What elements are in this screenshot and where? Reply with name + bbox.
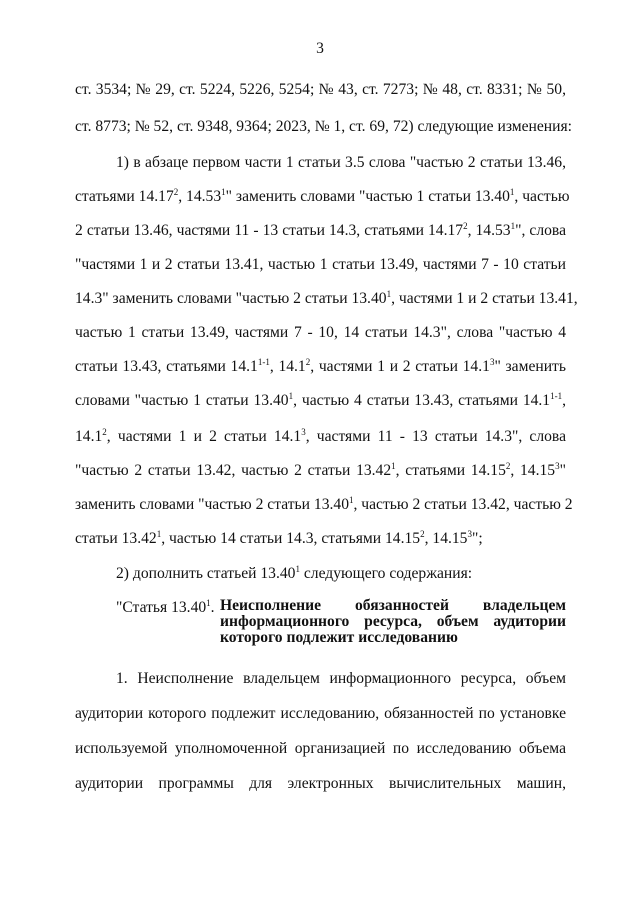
article-label: "Статья 13.40$^1$. <box>116 597 215 616</box>
text-line: 1. Неисполнение владельцем информационного ресурса, объем <box>116 670 566 687</box>
page-number: 3 <box>316 40 324 57</box>
text-line: аудитории которого подлежит исследованию, обязанностей по установке <box>75 705 566 722</box>
text-line: используемой уполномоченной организацией по исследованию объема <box>75 740 566 757</box>
text-line: 2 статьи 13.46, частями 11 - 13 статьи 14.3, статьями 14.17$^2$, 14.53$^1$", слова <box>75 220 566 239</box>
text-line: 14.1$^2$, частями 1 и 2 статьи 14.1$^3$, частями 11 - 13 статьи 14.3", слова <box>75 426 566 445</box>
text-line: 2) дополнить статьей 13.40$^1$ следующего содержания: <box>116 563 473 582</box>
text-line: статьи 13.43, статьями 14.1$^{1-1}$, 14.1$^2$, частями 1 и 2 статьи 14.1$^3$" заменить <box>75 356 566 375</box>
article-title-line: Неисполнение обязанностей владельцем <box>220 597 566 614</box>
text-line: словами "частью 1 статьи 13.40$^1$, частью 4 статьи 13.43, статьями 14.1$^{1-1}$, <box>75 390 567 409</box>
text-line: аудитории программы для электронных вычислительных машин, <box>75 775 566 792</box>
article-title-line: которого подлежит исследованию <box>220 629 458 646</box>
text-line: заменить словами "частью 2 статьи 13.40$^1$, частью 2 статьи 13.42, частью 2 <box>75 494 573 513</box>
text-line: 1) в абзаце первом части 1 статьи 3.5 слова "частью 2 статьи 13.46, <box>116 154 566 171</box>
article-title-line: информационного ресурса, объем аудитории <box>220 613 566 630</box>
text-line: "частью 2 статьи 13.42, частью 2 статьи 13.42$^1$, статьями 14.15$^2$, 14.15$^3$" <box>75 460 566 479</box>
text-line: 14.3" заменить словами "частью 2 статьи 13.40$^1$, частями 1 и 2 статьи 13.41, <box>75 288 578 307</box>
text-line: статьи 13.42$^1$, частью 14 статьи 14.3, статьями 14.15$^2$, 14.15$^3$"; <box>75 528 483 547</box>
text-line: ст. 3534; № 29, ст. 5224, 5226, 5254; № 43, ст. 7273; № 48, ст. 8331; № 50, <box>75 81 566 98</box>
article-title <box>220 598 566 646</box>
text-line: частью 1 статьи 13.49, частями 7 - 10, 14 статьи 14.3", слова "частью 4 <box>75 324 566 341</box>
text-line: ст. 8773; № 52, ст. 9348, 9364; 2023, № 1, ст. 69, 72) следующие изменения: <box>75 118 573 135</box>
text-line: "частями 1 и 2 статьи 13.41, частью 1 статьи 13.49, частями 7 - 10 статьи <box>75 256 566 273</box>
text-line: статьями 14.17$^2$, 14.53$^1$" заменить словами "частью 1 статьи 13.40$^1$, частью <box>75 186 570 205</box>
